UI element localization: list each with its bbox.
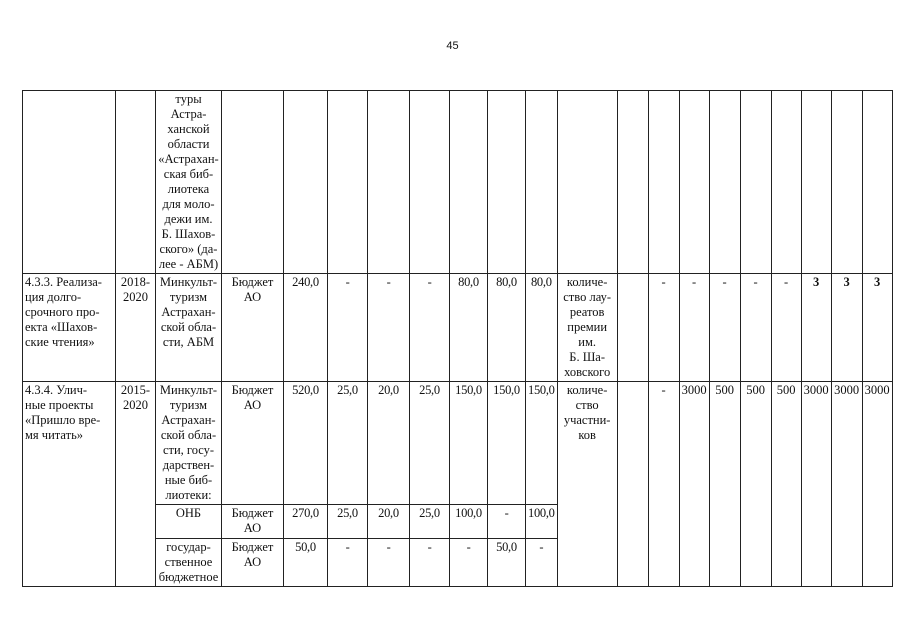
cell-ind-v3: - — [709, 274, 740, 382]
cell-ind-v7: 3 — [831, 274, 862, 382]
cell-fin-y4: 100,0 — [450, 505, 488, 539]
cell-fin-total: 240,0 — [284, 274, 328, 382]
cell-fin-y5: 50,0 — [488, 539, 526, 587]
cell-ind-blank — [617, 382, 648, 587]
cell-fin-y5: 80,0 — [488, 274, 526, 382]
cell-ind-v4: 500 — [740, 382, 771, 587]
cell-name — [23, 91, 116, 274]
cell-fin-y4: 150,0 — [450, 382, 488, 505]
cell-indicator: количе- ство лау- реатов премии им. Б. Ша- ховского — [557, 274, 617, 382]
cell-fin-y6: - — [526, 539, 558, 587]
cell-fin-y5: - — [488, 505, 526, 539]
cell-fin-y4: 80,0 — [450, 274, 488, 382]
cell-ind-v6: 3 — [801, 274, 831, 382]
cell-period: 2015- 2020 — [116, 382, 156, 587]
cell-fin-y2: - — [368, 539, 410, 587]
cell-source: Бюджет АО — [222, 274, 284, 382]
page-number: 45 — [446, 40, 459, 52]
cell-ind-v2: 3000 — [679, 382, 709, 587]
cell-executor: ОНБ — [156, 505, 222, 539]
cell-period — [116, 91, 156, 274]
cell-ind-v6: 3000 — [801, 382, 831, 587]
cell-fin-y1: 25,0 — [328, 505, 368, 539]
cell-ind-v7: 3000 — [831, 382, 862, 587]
cell-fin-y6: 150,0 — [526, 382, 558, 505]
cell-source: Бюджет АО — [222, 382, 284, 505]
cell-period: 2018- 2020 — [116, 274, 156, 382]
cell-fin-y1: 25,0 — [328, 382, 368, 505]
cell-executor: Минкульт- туризм Астрахан- ской обла- сти, АБМ — [156, 274, 222, 382]
table-row-4-3-3 — [23, 274, 893, 382]
cell-ind-v5: 500 — [771, 382, 801, 587]
cell-executor: государ- ственное бюджетное — [156, 539, 222, 587]
cell-ind-blank — [617, 274, 648, 382]
cell-source: Бюджет АО — [222, 505, 284, 539]
cell-ind-v5: - — [771, 274, 801, 382]
table-row-4-3-4 — [23, 382, 893, 505]
cell-executor: Минкульт- туризм Астрахан- ской обла- сти, госу- дарствен- ные биб- лиотеки: — [156, 382, 222, 505]
cell-ind-v8: 3 — [862, 274, 892, 382]
cell-source: Бюджет АО — [222, 539, 284, 587]
cell-fin-y5: 150,0 — [488, 382, 526, 505]
cell-fin-y6: 80,0 — [526, 274, 558, 382]
cell-indicator: количе- ство участни- ков — [557, 382, 617, 587]
cell-fin-total: 50,0 — [284, 539, 328, 587]
cell-fin-y1: - — [328, 539, 368, 587]
cell-fin-y2: 20,0 — [368, 505, 410, 539]
cell-fin-y3: - — [410, 539, 450, 587]
cell-fin-total: 520,0 — [284, 382, 328, 505]
table-row-continuation — [23, 91, 893, 274]
cell-ind-v4: - — [740, 274, 771, 382]
cell-fin-y3: 25,0 — [410, 505, 450, 539]
cell-fin-y2: - — [368, 274, 410, 382]
cell-ind-v1: - — [648, 382, 679, 587]
cell-fin-y1: - — [328, 274, 368, 382]
cell-fin-y3: - — [410, 274, 450, 382]
program-table — [22, 90, 893, 587]
cell-ind-v3: 500 — [709, 382, 740, 587]
cell-fin-y2: 20,0 — [368, 382, 410, 505]
cell-fin-y6: 100,0 — [526, 505, 558, 539]
cell-ind-v1: - — [648, 274, 679, 382]
cell-fin-y3: 25,0 — [410, 382, 450, 505]
cell-executor: туры Астра- ханской области «Астрахан- ская биб- лиотека для моло- дежи им. Б. Шахов- ского» (да- лее - АБМ) — [156, 91, 222, 274]
cell-ind-v8: 3000 — [862, 382, 892, 587]
cell-fin-total: 270,0 — [284, 505, 328, 539]
cell-fin-y4: - — [450, 539, 488, 587]
cell-ind-v2: - — [679, 274, 709, 382]
cell-name: 4.3.4. Улич- ные проекты «Пришло вре- мя читать» — [23, 382, 116, 587]
cell-name: 4.3.3. Реализа- ция долго- срочного про- екта «Шахов- ские чтения» — [23, 274, 116, 382]
